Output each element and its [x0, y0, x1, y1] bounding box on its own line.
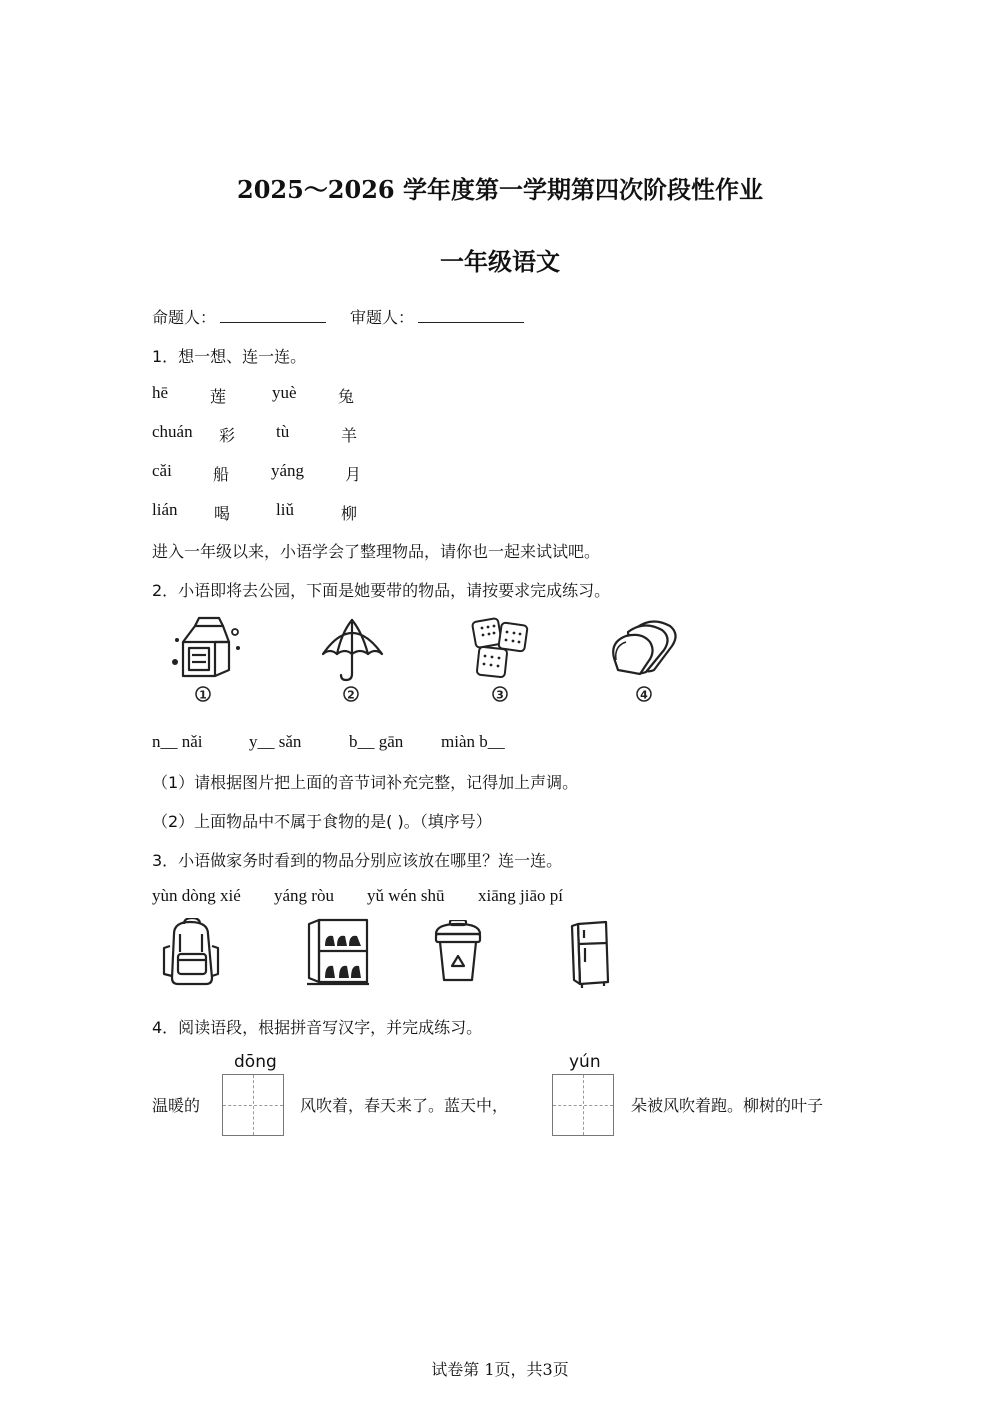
svg-text:1: 1	[199, 688, 207, 702]
q1-r1-pinyin2: tù	[276, 422, 290, 441]
setter-label: 命题人：	[152, 308, 217, 327]
q4-text-after: 朵被风吹着跑。柳树的叶子	[631, 1096, 824, 1115]
intro-text: 进入一年级以来，小语学会了整理物品，请你也一起来试试吧。	[152, 542, 601, 561]
q1-r3-char1: 喝	[214, 504, 231, 523]
svg-text:2: 2	[347, 688, 355, 702]
q1-r3-pinyin2: liǔ	[276, 500, 294, 519]
setter-line	[152, 305, 326, 328]
q2-sub2: （2）上面物品中不属于食物的是( )。（填序号）	[152, 812, 492, 831]
q1-r2-char1: 船	[213, 465, 230, 484]
reviewer-label: 审题人：	[350, 308, 415, 327]
svg-text:4: 4	[640, 688, 648, 702]
trash-bin-icon	[430, 920, 488, 984]
q4-box1-pinyin: dōng	[234, 1052, 277, 1072]
refrigerator-icon	[568, 918, 618, 988]
q2-pinyin-3: b__ gān	[349, 732, 404, 751]
backpack-icon	[160, 918, 226, 990]
q1-r0-pinyin2: yuè	[272, 383, 297, 402]
q3-prompt: 3．小语做家务时看到的物品分别应该放在哪里？连一连。	[152, 851, 563, 870]
q4-box2-pinyin: yún	[569, 1052, 601, 1072]
q1-r2-pinyin1: cǎi	[152, 461, 172, 480]
q3-pinyin-4: xiāng jiāo pí	[478, 886, 563, 905]
reviewer-line	[350, 305, 524, 328]
q3-pinyin-3: yǔ wén shū	[367, 886, 445, 905]
q1-r1-char2: 羊	[341, 426, 358, 445]
q1-r1-char1: 彩	[219, 426, 236, 445]
q1-r0-char2: 兔	[338, 387, 355, 406]
q2-pinyin-1: n__ nǎi	[152, 732, 203, 751]
q4-text-middle: 风吹着，春天来了。蓝天中，	[300, 1096, 509, 1115]
exam-subtitle: 一年级语文	[440, 247, 560, 276]
bread-icon	[606, 612, 686, 704]
shoe-cabinet-icon	[303, 916, 373, 988]
q4-answer-box-1[interactable]	[222, 1074, 284, 1136]
umbrella-icon	[318, 612, 388, 704]
q3-pinyin-1: yùn dòng xié	[152, 886, 241, 905]
milk-carton-icon	[165, 612, 245, 704]
q2-prompt: 2．小语即将去公园，下面是她要带的物品，请按要求完成练习。	[152, 581, 611, 600]
q1-r0-char1: 莲	[210, 387, 227, 406]
svg-text:3: 3	[496, 688, 504, 702]
q1-r3-char2: 柳	[341, 504, 358, 523]
q2-pinyin-2: y__ sǎn	[249, 732, 302, 751]
crackers-icon	[464, 612, 536, 704]
q1-prompt: 1．想一想、连一连。	[152, 347, 307, 366]
q3-pinyin-2: yáng ròu	[274, 886, 334, 905]
reviewer-blank	[418, 307, 524, 323]
q4-text-before: 温暖的	[152, 1096, 201, 1115]
exam-title: 2025～2026 学年度第一学期第四次阶段性作业	[237, 175, 763, 204]
q1-r0-pinyin1: hē	[152, 383, 169, 402]
q1-r2-char2: 月	[345, 465, 362, 484]
q1-r3-pinyin1: lián	[152, 500, 178, 519]
q1-r1-pinyin1: chuán	[152, 422, 193, 441]
q2-pinyin-4: miàn b__	[441, 732, 505, 751]
q4-prompt: 4．阅读语段，根据拼音写汉字，并完成练习。	[152, 1018, 483, 1037]
q2-sub1: （1）请根据图片把上面的音节词补充完整，记得加上声调。	[152, 773, 579, 792]
setter-blank	[220, 307, 326, 323]
q1-r2-pinyin2: yáng	[271, 461, 305, 480]
page-footer: 试卷第 1页，共3页	[431, 1360, 569, 1379]
q4-answer-box-2[interactable]	[552, 1074, 614, 1136]
